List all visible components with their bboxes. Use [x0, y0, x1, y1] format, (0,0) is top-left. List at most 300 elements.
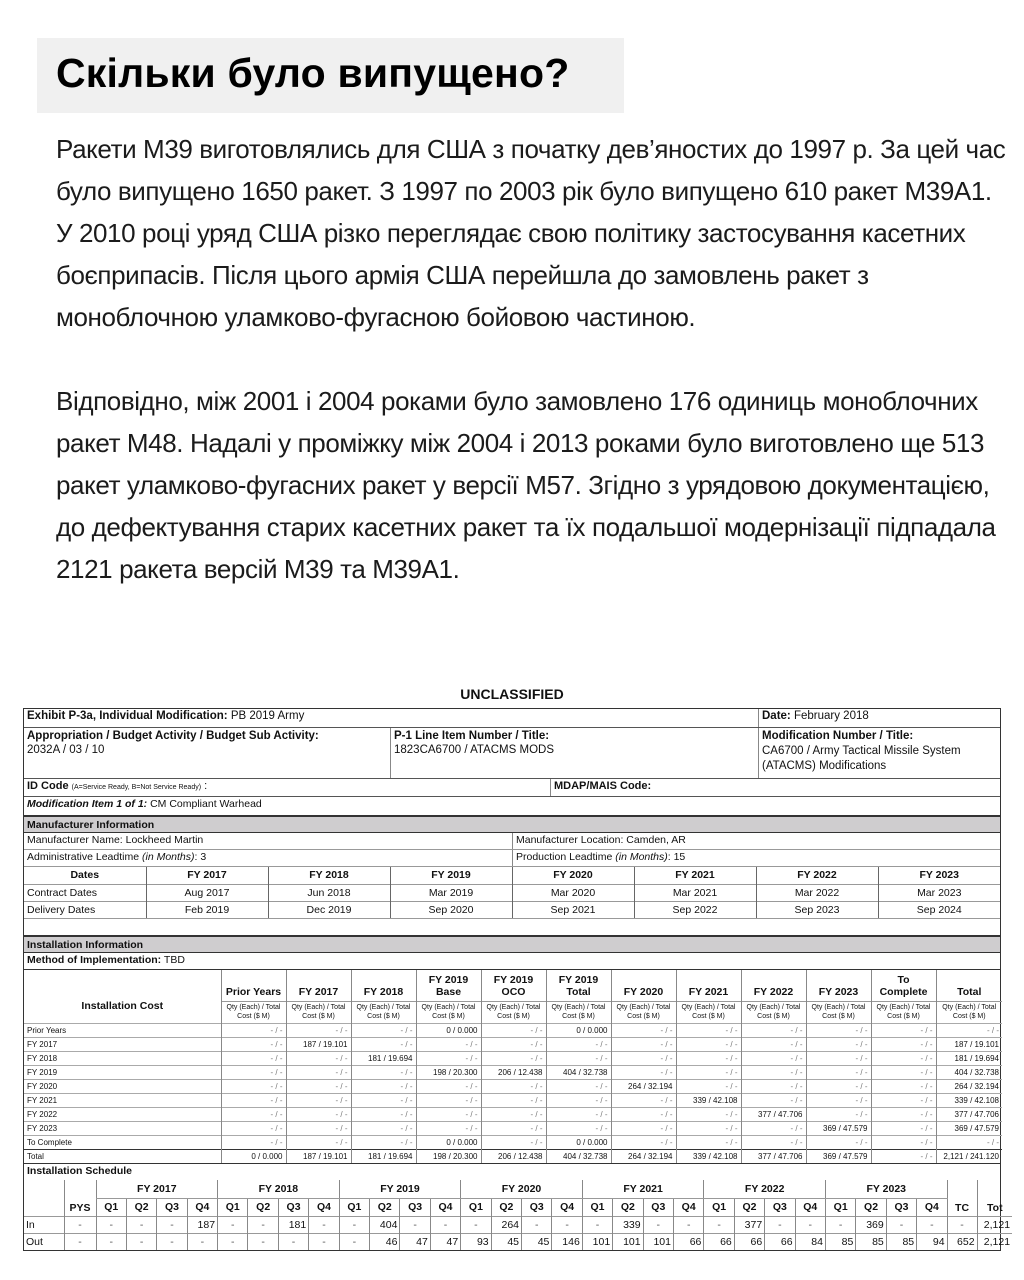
- schedule-quarter-header: Q2: [491, 1198, 521, 1216]
- schedule-cell: -: [461, 1216, 491, 1233]
- dates-cell: Aug 2017: [146, 884, 268, 901]
- cost-cell: - / -: [676, 1051, 741, 1065]
- schedule-cell: -: [917, 1216, 947, 1233]
- cost-cell: - / -: [481, 1093, 546, 1107]
- cost-cell: - / -: [221, 1051, 286, 1065]
- id-code-colon: :: [204, 780, 208, 792]
- cost-cell: - / -: [741, 1051, 806, 1065]
- date-label: Date:: [762, 710, 791, 722]
- cost-column-header: FY 2020: [611, 970, 676, 1001]
- cost-cell: - / -: [286, 1065, 351, 1079]
- mod-number-label: Modification Number / Title:: [762, 730, 914, 742]
- cost-row-label: FY 2018: [24, 1051, 221, 1065]
- classification-label: UNCLASSIFIED: [460, 686, 564, 702]
- installation-section-header: Installation Information: [24, 935, 1000, 953]
- cost-column-header: FY 2019 Total: [546, 970, 611, 1001]
- schedule-cell: 85: [856, 1233, 886, 1250]
- cost-column-header: Prior Years: [221, 970, 286, 1001]
- cost-column-header: Total: [936, 970, 1002, 1001]
- manufacturer-row: [24, 833, 1000, 850]
- schedule-year-header: FY 2022: [704, 1180, 826, 1198]
- dates-row-label: Contract Dates: [24, 884, 146, 901]
- cost-cell: - / -: [286, 1093, 351, 1107]
- cost-cell: - / -: [611, 1065, 676, 1079]
- schedule-cell: -: [64, 1216, 96, 1233]
- cost-cell: - / -: [611, 1135, 676, 1149]
- cost-row-label: FY 2019: [24, 1065, 221, 1079]
- schedule-quarter-header: Q1: [704, 1198, 734, 1216]
- cost-cell: - / -: [806, 1079, 871, 1093]
- dates-cell: Sep 2023: [756, 901, 878, 918]
- schedule-quarter-header: Q3: [400, 1198, 430, 1216]
- method-cell: [24, 953, 188, 969]
- schedule-cell: -: [309, 1233, 339, 1250]
- cost-row-label: Prior Years: [24, 1023, 221, 1037]
- dates-cell: Feb 2019: [146, 901, 268, 918]
- id-code-cell: [24, 779, 550, 796]
- cost-cell: - / -: [806, 1023, 871, 1037]
- schedule-cell: -: [309, 1216, 339, 1233]
- cost-cell: - / -: [351, 1093, 416, 1107]
- exhibit-title-row: [24, 709, 1000, 728]
- cost-cell: - / -: [611, 1023, 676, 1037]
- cost-cell: - / -: [221, 1037, 286, 1051]
- cost-cell: 0 / 0.000: [546, 1023, 611, 1037]
- article-body: [56, 128, 1006, 632]
- cost-cell: 0 / 0.000: [416, 1135, 481, 1149]
- cost-cell: - / -: [806, 1093, 871, 1107]
- cost-cell: 264 / 32.194: [611, 1149, 676, 1163]
- schedule-cell: 66: [734, 1233, 764, 1250]
- schedule-cell: -: [126, 1233, 156, 1250]
- cost-cell: - / -: [871, 1107, 936, 1121]
- cost-cell: - / -: [871, 1093, 936, 1107]
- appropriation-cell: [24, 728, 390, 778]
- schedule-cell: -: [673, 1216, 703, 1233]
- mdap-label: MDAP/MAIS Code:: [550, 779, 1000, 796]
- id-code-note: (A=Service Ready, B=Not Service Ready): [71, 784, 202, 791]
- cost-cell: - / -: [546, 1079, 611, 1093]
- schedule-quarter-header: Q2: [856, 1198, 886, 1216]
- schedule-pys-header: PYS: [64, 1180, 96, 1216]
- cost-cell: - / -: [481, 1135, 546, 1149]
- schedule-quarter-header: Q3: [886, 1198, 916, 1216]
- cost-cell: - / -: [286, 1079, 351, 1093]
- schedule-quarter-header: Q3: [522, 1198, 552, 1216]
- schedule-year-header: FY 2018: [218, 1180, 340, 1198]
- cost-subheader: Qty (Each) / Total Cost ($ M): [871, 1001, 936, 1023]
- installation-cost-table: [24, 970, 1002, 1163]
- schedule-quarters-row: [24, 1198, 1012, 1216]
- cost-cell: 0 / 0.000: [221, 1149, 286, 1163]
- cost-cell: 369 / 47.579: [936, 1121, 1002, 1135]
- cost-row: [24, 1107, 1002, 1121]
- cost-cell: 404 / 32.738: [546, 1065, 611, 1079]
- schedule-cell: -: [400, 1216, 430, 1233]
- schedule-year-header: FY 2017: [96, 1180, 218, 1198]
- schedule-row: [24, 1233, 1012, 1250]
- cost-cell: 198 / 20.300: [416, 1149, 481, 1163]
- cost-header-row: [24, 970, 1002, 1001]
- cost-cell: - / -: [871, 1037, 936, 1051]
- dates-header-cell: FY 2018: [268, 867, 390, 884]
- cost-row: [24, 1121, 1002, 1135]
- schedule-cell: 339: [613, 1216, 643, 1233]
- schedule-year-header: FY 2021: [582, 1180, 704, 1198]
- schedule-cell: 377: [734, 1216, 764, 1233]
- cost-column-header: FY 2019 OCO: [481, 970, 546, 1001]
- schedule-row: [24, 1216, 1012, 1233]
- cost-subheader: Qty (Each) / Total Cost ($ M): [676, 1001, 741, 1023]
- cost-cell: - / -: [741, 1065, 806, 1079]
- cost-row-label: FY 2022: [24, 1107, 221, 1121]
- date-value: February 2018: [793, 710, 869, 722]
- cost-cell: 198 / 20.300: [416, 1065, 481, 1079]
- admin-leadtime-unit: (in Months): [141, 851, 195, 863]
- cost-cell: - / -: [611, 1037, 676, 1051]
- prod-leadtime: [512, 850, 1000, 866]
- cost-row: [24, 1149, 1002, 1163]
- schedule-cell: -: [187, 1233, 217, 1250]
- schedule-cell: 93: [461, 1233, 491, 1250]
- schedule-quarter-header: Q1: [582, 1198, 612, 1216]
- schedule-cell: -: [218, 1233, 248, 1250]
- cost-cell: 339 / 42.108: [676, 1093, 741, 1107]
- heading-box: [37, 38, 624, 113]
- schedule-quarter-header: Q3: [157, 1198, 187, 1216]
- schedule-cell: 369: [856, 1216, 886, 1233]
- cost-cell: - / -: [741, 1121, 806, 1135]
- cost-cell: 181 / 19.694: [351, 1149, 416, 1163]
- cost-cell: - / -: [871, 1149, 936, 1163]
- prod-leadtime-value: : 15: [667, 851, 686, 863]
- cost-cell: - / -: [871, 1065, 936, 1079]
- schedule-quarter-header: Q2: [248, 1198, 278, 1216]
- cost-cell: - / -: [676, 1065, 741, 1079]
- dates-header-row: [24, 867, 1000, 884]
- dates-cell: Mar 2022: [756, 884, 878, 901]
- schedule-cell: 2,121: [977, 1216, 1012, 1233]
- exhibit-title: [24, 709, 758, 727]
- cost-cell: 264 / 32.194: [611, 1079, 676, 1093]
- schedule-year-header: FY 2023: [825, 1180, 947, 1198]
- cost-subheader: Qty (Each) / Total Cost ($ M): [416, 1001, 481, 1023]
- cost-cell: - / -: [871, 1135, 936, 1149]
- cost-cell: - / -: [806, 1037, 871, 1051]
- cost-cell: - / -: [351, 1023, 416, 1037]
- schedule-cell: -: [278, 1233, 308, 1250]
- cost-cell: - / -: [481, 1079, 546, 1093]
- schedule-cell: -: [218, 1216, 248, 1233]
- cost-row: [24, 1079, 1002, 1093]
- cost-cell: - / -: [481, 1037, 546, 1051]
- cost-cell: - / -: [416, 1079, 481, 1093]
- cost-cell: - / -: [611, 1051, 676, 1065]
- schedule-cell: -: [248, 1216, 278, 1233]
- schedule-quarter-header: Q1: [218, 1198, 248, 1216]
- cost-cell: - / -: [741, 1135, 806, 1149]
- cost-cell: - / -: [481, 1023, 546, 1037]
- cost-cell: - / -: [676, 1121, 741, 1135]
- schedule-cell: -: [522, 1216, 552, 1233]
- schedule-cell: 404: [370, 1216, 400, 1233]
- schedule-cell: 46: [370, 1233, 400, 1250]
- dates-cell: Mar 2023: [878, 884, 1000, 901]
- cost-cell: - / -: [806, 1107, 871, 1121]
- cost-row: [24, 1023, 1002, 1037]
- dates-cell: Sep 2021: [512, 901, 634, 918]
- schedule-cell: 84: [795, 1233, 825, 1250]
- cost-cell: 187 / 19.101: [286, 1037, 351, 1051]
- id-code-label: ID Code: [27, 780, 69, 792]
- cost-cell: - / -: [741, 1079, 806, 1093]
- cost-cell: - / -: [741, 1037, 806, 1051]
- schedule-quarter-header: Q2: [370, 1198, 400, 1216]
- cost-subheader: Qty (Each) / Total Cost ($ M): [741, 1001, 806, 1023]
- schedule-cell: -: [795, 1216, 825, 1233]
- schedule-quarter-header: Q2: [126, 1198, 156, 1216]
- cost-cell: - / -: [611, 1121, 676, 1135]
- cost-cell: - / -: [741, 1023, 806, 1037]
- cost-cell: - / -: [871, 1121, 936, 1135]
- schedule-row-label: Out: [24, 1233, 64, 1250]
- schedule-cell: 47: [400, 1233, 430, 1250]
- cost-row: [24, 1093, 1002, 1107]
- dates-header-cell: FY 2022: [756, 867, 878, 884]
- mod-item-row: [24, 797, 1000, 815]
- cost-cell: - / -: [416, 1121, 481, 1135]
- p1-label: P-1 Line Item Number / Title:: [394, 730, 550, 742]
- cost-cell: - / -: [546, 1051, 611, 1065]
- cost-cell: - / -: [221, 1121, 286, 1135]
- admin-leadtime-value: : 3: [194, 851, 207, 863]
- cost-cell: - / -: [351, 1135, 416, 1149]
- cost-cell: 206 / 12.438: [481, 1065, 546, 1079]
- dates-row-label: Delivery Dates: [24, 901, 146, 918]
- dates-row: [24, 901, 1000, 918]
- cost-cell: - / -: [286, 1135, 351, 1149]
- schedule-row-label: In: [24, 1216, 64, 1233]
- schedule-quarter-header: Q1: [96, 1198, 126, 1216]
- cost-cell: 339 / 42.108: [676, 1149, 741, 1163]
- cost-cell: - / -: [481, 1107, 546, 1121]
- installation-schedule-table: [24, 1180, 1012, 1250]
- article-paragraph: Ракети М39 виготовлялись для США з початку дев’яностих до 1997 р. За цей час було випущено 1650 ракет. З 1997 по 2003 рік було випущено 610 ракет М39А1. У 2010 році уряд США різко переглядає свою політику застосування касетних боєприпасів. Після цього армія США перейшла до замовлень ракет з моноблочною уламково-фугасною бойовою частиною.: [56, 134, 1006, 332]
- cost-cell: - / -: [351, 1065, 416, 1079]
- cost-cell: - / -: [676, 1023, 741, 1037]
- schedule-cell: -: [643, 1216, 673, 1233]
- admin-leadtime: [24, 850, 512, 866]
- schedule-cell: -: [582, 1216, 612, 1233]
- admin-leadtime-label: Administrative Leadtime: [27, 851, 140, 863]
- cost-cell: - / -: [546, 1037, 611, 1051]
- dates-header-cell: Dates: [70, 869, 100, 882]
- schedule-cell: -: [157, 1216, 187, 1233]
- cost-subheader: Qty (Each) / Total Cost ($ M): [351, 1001, 416, 1023]
- schedule-quarter-header: Q1: [461, 1198, 491, 1216]
- dates-cell: Sep 2022: [634, 901, 756, 918]
- dates-header-cell: FY 2021: [634, 867, 756, 884]
- schedule-cell: -: [339, 1233, 369, 1250]
- cost-cell: - / -: [221, 1079, 286, 1093]
- cost-cell: - / -: [286, 1023, 351, 1037]
- schedule-cell: -: [552, 1216, 582, 1233]
- manufacturer-location: Manufacturer Location: Camden, AR: [512, 833, 1000, 849]
- cost-subheader: Qty (Each) / Total Cost ($ M): [936, 1001, 1002, 1023]
- cost-cell: - / -: [416, 1037, 481, 1051]
- schedule-cell: 101: [613, 1233, 643, 1250]
- cost-cell: 187 / 19.101: [286, 1149, 351, 1163]
- dates-cell: Mar 2020: [512, 884, 634, 901]
- schedule-cell: -: [126, 1216, 156, 1233]
- cost-cell: - / -: [221, 1065, 286, 1079]
- cost-cell: 181 / 19.694: [351, 1051, 416, 1065]
- cost-row-label: To Complete: [24, 1135, 221, 1149]
- schedule-section-title: Installation Schedule: [24, 1163, 1000, 1180]
- dates-header-cell: FY 2023: [878, 867, 1000, 884]
- mod-item-cell: [24, 797, 265, 815]
- cost-cell: 181 / 19.694: [936, 1051, 1002, 1065]
- article-paragraph: Відповідно, між 2001 і 2004 роками було замовлено 176 одиниць моноблочних ракет М48. Надалі у проміжку між 2004 і 2013 роками було виготовлено ще 513 ракет уламково-фугасних ракет у версії М57. Згідно з урядовою документацією, до дефектування старих касетних ракет та їх подальшої модернізації підпадала 2121 ракета версій М39 та М39А1.: [56, 386, 996, 584]
- cost-cell: - / -: [546, 1107, 611, 1121]
- mod-number-cell: [758, 728, 1000, 778]
- exhibit-label: Exhibit P-3a, Individual Modification:: [27, 710, 228, 722]
- appropriation-row: [24, 728, 1000, 779]
- schedule-quarter-header: Q3: [278, 1198, 308, 1216]
- schedule-cell: -: [64, 1233, 96, 1250]
- cost-cell: - / -: [741, 1093, 806, 1107]
- cost-cell: 377 / 47.706: [741, 1107, 806, 1121]
- leadtime-row: [24, 850, 1000, 867]
- cost-subheader: Qty (Each) / Total Cost ($ M): [481, 1001, 546, 1023]
- cost-cell: 339 / 42.108: [936, 1093, 1002, 1107]
- cost-cell: - / -: [611, 1093, 676, 1107]
- cost-cell: - / -: [221, 1023, 286, 1037]
- cost-cell: - / -: [481, 1121, 546, 1135]
- cost-cell: 0 / 0.000: [416, 1023, 481, 1037]
- cost-cell: - / -: [676, 1135, 741, 1149]
- cost-cell: - / -: [351, 1079, 416, 1093]
- cost-row-label: FY 2017: [24, 1037, 221, 1051]
- cost-row-label: FY 2023: [24, 1121, 221, 1135]
- schedule-cell: 101: [643, 1233, 673, 1250]
- cost-subheader: Qty (Each) / Total Cost ($ M): [806, 1001, 871, 1023]
- schedule-cell: 47: [430, 1233, 460, 1250]
- cost-row-label: Total: [24, 1149, 221, 1163]
- cost-subheader: Qty (Each) / Total Cost ($ M): [286, 1001, 351, 1023]
- schedule-cell: 652: [947, 1233, 977, 1250]
- schedule-cell: -: [157, 1233, 187, 1250]
- cost-cell: 2,121 / 241.120: [936, 1149, 1002, 1163]
- schedule-cell: -: [96, 1216, 126, 1233]
- cost-cell: - / -: [676, 1107, 741, 1121]
- schedule-cell: -: [947, 1216, 977, 1233]
- cost-cell: 404 / 32.738: [936, 1065, 1002, 1079]
- schedule-cell: 2,121: [977, 1233, 1012, 1250]
- dates-row: [24, 884, 1000, 901]
- dates-header-cell: FY 2017: [146, 867, 268, 884]
- method-label: Method of Implementation:: [27, 954, 162, 966]
- cost-cell: - / -: [546, 1121, 611, 1135]
- schedule-cell: -: [96, 1233, 126, 1250]
- method-row: [24, 953, 1000, 970]
- cost-row: [24, 1065, 1002, 1079]
- cost-cell: 206 / 12.438: [481, 1149, 546, 1163]
- schedule-quarter-header: Q4: [673, 1198, 703, 1216]
- schedule-cell: -: [248, 1233, 278, 1250]
- schedule-quarter-header: Q4: [917, 1198, 947, 1216]
- schedule-cell: 146: [552, 1233, 582, 1250]
- schedule-quarter-header: Q4: [309, 1198, 339, 1216]
- id-code-row: [24, 779, 1000, 797]
- article-heading: Скільки було випущено?: [56, 50, 570, 96]
- prod-leadtime-unit: (in Months): [615, 851, 668, 863]
- cost-column-header: To Complete: [871, 970, 936, 1001]
- cost-subheader: Qty (Each) / Total Cost ($ M): [221, 1001, 286, 1023]
- cost-cell: 0 / 0.000: [546, 1135, 611, 1149]
- cost-column-header: FY 2017: [286, 970, 351, 1001]
- schedule-quarter-header: Q1: [339, 1198, 369, 1216]
- cost-cell: - / -: [806, 1065, 871, 1079]
- dates-header-cell: FY 2020: [512, 867, 634, 884]
- dates-cell: Dec 2019: [268, 901, 390, 918]
- schedule-cell: 66: [673, 1233, 703, 1250]
- cost-cell: - / -: [546, 1093, 611, 1107]
- schedule-cell: -: [886, 1216, 916, 1233]
- schedule-quarter-header: Q3: [765, 1198, 795, 1216]
- cost-cell: 264 / 32.194: [936, 1079, 1002, 1093]
- schedule-quarter-header: Q4: [795, 1198, 825, 1216]
- cost-cell: - / -: [676, 1037, 741, 1051]
- cost-column-header: FY 2021: [676, 970, 741, 1001]
- cost-cell: - / -: [806, 1051, 871, 1065]
- mod-item-value: CM Compliant Warhead: [150, 798, 262, 810]
- cost-cell: - / -: [221, 1107, 286, 1121]
- p1-cell: [390, 728, 758, 778]
- cost-subheader: Qty (Each) / Total Cost ($ M): [611, 1001, 676, 1023]
- cost-cell: - / -: [676, 1079, 741, 1093]
- schedule-year-header: FY 2020: [461, 1180, 583, 1198]
- cost-cell: 369 / 47.579: [806, 1121, 871, 1135]
- schedule-cell: 101: [582, 1233, 612, 1250]
- cost-cell: - / -: [871, 1079, 936, 1093]
- spacer: [24, 918, 1000, 935]
- schedule-cell: 181: [278, 1216, 308, 1233]
- cost-cell: 404 / 32.738: [546, 1149, 611, 1163]
- schedule-cell: 45: [491, 1233, 521, 1250]
- cost-cell: - / -: [351, 1121, 416, 1135]
- cost-cell: 377 / 47.706: [741, 1149, 806, 1163]
- cost-cell: - / -: [286, 1107, 351, 1121]
- schedule-cell: -: [765, 1216, 795, 1233]
- cost-row-label: FY 2020: [24, 1079, 221, 1093]
- cost-row: [24, 1037, 1002, 1051]
- exhibit-frame: [23, 708, 1011, 1251]
- appropriation-label: Appropriation / Budget Activity / Budget Sub Activity:: [27, 730, 319, 742]
- cost-cell: - / -: [871, 1051, 936, 1065]
- mod-item-label: Modification Item 1 of 1:: [27, 798, 148, 810]
- schedule-cell: -: [704, 1216, 734, 1233]
- schedule-cell: -: [339, 1216, 369, 1233]
- schedule-cell: -: [825, 1216, 855, 1233]
- dates-cell: Sep 2024: [878, 901, 1000, 918]
- cost-row: [24, 1051, 1002, 1065]
- cost-cell: - / -: [871, 1023, 936, 1037]
- dates-cell: Mar 2019: [390, 884, 512, 901]
- cost-column-header: FY 2022: [741, 970, 806, 1001]
- cost-cell: - / -: [416, 1051, 481, 1065]
- schedule-quarter-header: Q4: [552, 1198, 582, 1216]
